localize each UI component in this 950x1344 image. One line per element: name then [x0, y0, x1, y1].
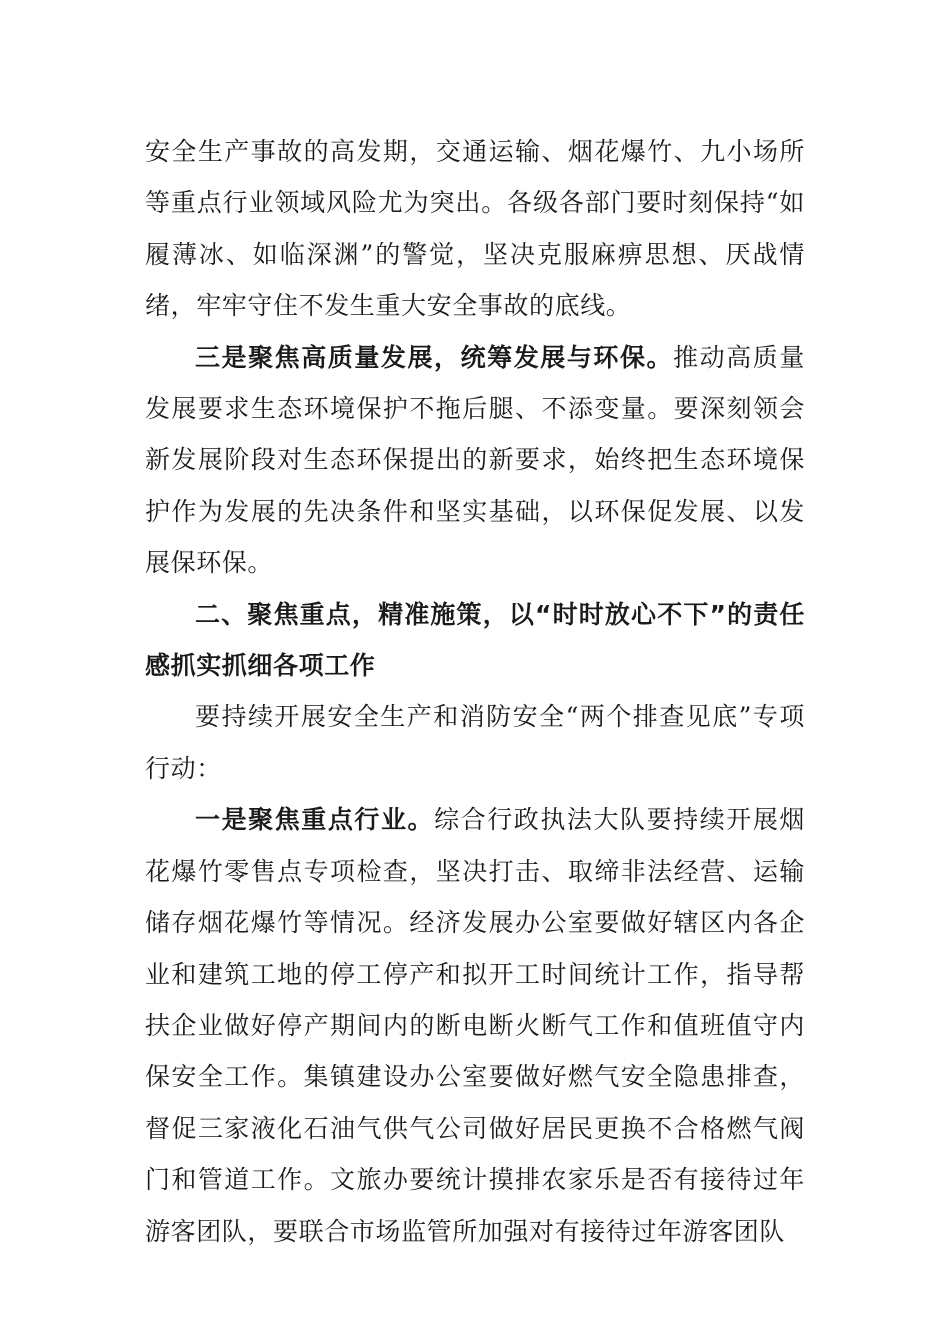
paragraph-high-quality-development	[145, 332, 805, 589]
paragraph-lead-heading: 三是聚焦高质量发展，统筹发展与环保。	[195, 342, 674, 372]
paragraph-text: 要持续开展安全生产和消防安全“两个排查见底”专项行动：	[145, 702, 805, 783]
paragraph-text: 推动高质量发展要求生态环境保护不拖后腿、不添变量。要深刻领会新发展阶段对生态环保提出的新要求，始终把生态环境保护作为发展的先决条件和坚实基础，以环保促发展、以发展保环保。	[145, 342, 805, 578]
paragraph-special-action	[145, 691, 805, 794]
section-heading-text: 二、聚焦重点，精准施策，以“时时放心不下”的责任感抓实抓细各项工作	[145, 599, 805, 681]
section-heading-2	[145, 589, 805, 692]
paragraph-key-industries	[145, 794, 805, 1257]
paragraph-safety-period	[145, 126, 805, 332]
paragraph-text: 安全生产事故的高发期，交通运输、烟花爆竹、九小场所等重点行业领域风险尤为突出。各级各部门要时刻保持“如履薄冰、如临深渊”的警觉，坚决克服麻痹思想、厌战情绪，牢牢守住不发生重大安全事故的底线。	[145, 137, 805, 321]
document-body	[145, 126, 805, 1257]
paragraph-lead-heading: 一是聚焦重点行业。	[195, 805, 435, 835]
paragraph-text: 综合行政执法大队要持续开展烟花爆竹零售点专项检查，坚决打击、取缔非法经营、运输储存烟花爆竹等情况。经济发展办公室要做好辖区内各企业和建筑工地的停工停产和拟开工时间统计工作，指导帮扶企业做好停产期间内的断电断火断气工作和值班值守内保安全工作。集镇建设办公室要做好燃气安全隐患排查，督促三家液化石油气供气公司做好居民更换不合格燃气阀门和管道工作。文旅办要统计摸排农家乐是否有接待过年游客团队，要联合市场监管所加强对有接待过年游客团队	[145, 805, 805, 1246]
